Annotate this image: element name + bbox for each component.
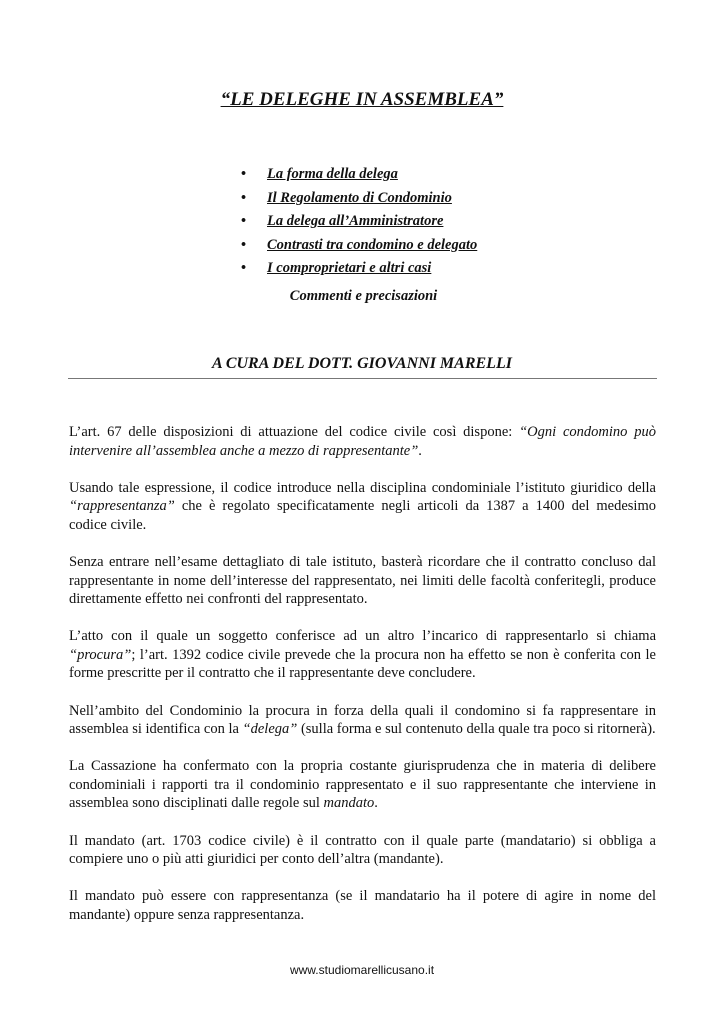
topic-item [241,257,477,281]
bullet-icon: • [241,189,247,206]
topic-item [241,210,477,234]
bullet-icon: • [241,166,247,182]
body-text [69,423,656,943]
paragraph-text: ; l’art. 1392 codice civile prevede che la procura non ha effetto se non è conferita con le forme prescritte per il contratto che il rappresentante deve concludere. [69,646,656,682]
topic-item [241,187,477,211]
topic-label: Contrasti tra condomino e delegato [267,236,478,253]
paragraph-text: L’atto con il quale un soggetto conferisce ad un altro l’incarico di rappresentarlo si chiama [69,628,656,645]
paragraph [69,757,656,813]
paragraph: Il mandato (art. 1703 codice civile) è il contratto con il quale parte (mandatario) si obbliga a compiere uno o più atti giuridici per conto dell’altra (mandante). [69,832,656,868]
paragraph [69,702,656,739]
bullet-icon: • [241,213,247,230]
quote-text: “Ogni condomino può intervenire all’assemblea anche a mezzo di rappresentante” [69,424,656,459]
topic-label: Il Regolamento di Condominio [267,189,452,206]
topic-label: La forma della delega [267,166,398,182]
paragraph-text: che è regolato specificatamente negli articoli da 1387 a 1400 del medesimo codice civile. [69,498,656,533]
paragraph [69,627,656,683]
topics-list [241,163,477,281]
paragraph-text: Nell’ambito del Condominio la procura in forza della quali il condomino si fa rappresentare in assemblea si identifica con la [69,702,656,738]
quote-text: mandato [323,795,375,812]
paragraph-text: Usando tale espressione, il codice introduce nella disciplina condominiale l’istituto giuridico della [69,479,656,496]
topic-item [241,234,477,258]
paragraph-text: La Cassazione ha confermato con la propria costante giurisprudenza che in materia di delibere condominiali i rapporti tra il condominio rappresentato e il suo rappresentante che interviene in assemblea sono disciplinati dalle regole sul [69,758,656,812]
bullet-icon: • [241,260,247,277]
comments-subtitle: Commenti e precisazioni [289,288,438,304]
quote-text: “rappresentanza” [69,498,175,515]
quote-text: “delega” [242,721,298,738]
quote-text: “procura” [69,646,132,663]
topic-label: La delega all’Amministratore [267,213,444,230]
topic-label: I comproprietari e altri casi [267,260,432,277]
footer-website: www.studiomarellicusano.it [289,963,435,977]
paragraph [69,423,656,460]
author-line: A CURA DEL DOTT. GIOVANNI MARELLI [212,355,512,372]
paragraph-text: L’art. 67 delle disposizioni di attuazione del codice civile così dispone: [69,424,520,440]
paragraph [69,479,656,535]
divider [68,378,657,379]
paragraph: Il mandato può essere con rappresentanza (se il mandatario ha il potere di agire in nome del mandante) oppure senza rappresentanza. [69,888,656,923]
paragraph-text: . [374,795,378,812]
paragraph-text: . [418,442,422,459]
paragraph: Senza entrare nell’esame dettagliato di tale istituto, basterà ricordare che il contratto concluso dal rappresentante in nome dell’interesse del rappresentato, nei limiti delle facoltà conferitegli, produce direttamente effetto nei confronti del rappresentato. [69,553,656,608]
paragraph-text: (sulla forma e sul contenuto della quale tra poco si ritornerà). [297,721,656,738]
bullet-icon: • [241,236,247,253]
topic-item [241,163,477,187]
document-title: “LE DELEGHE IN ASSEMBLEA” [220,89,504,110]
